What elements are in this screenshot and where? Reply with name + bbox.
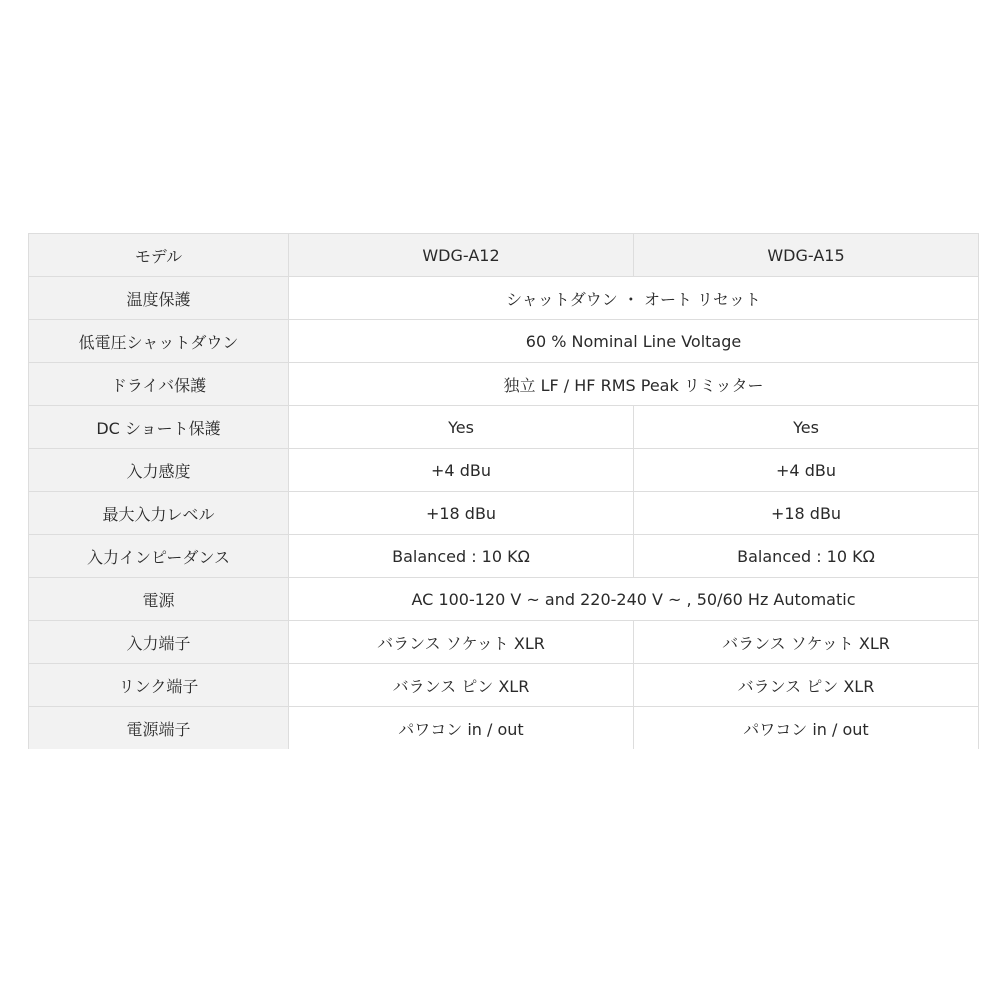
header-row bbox=[29, 234, 979, 277]
shared-value-cell: AC 100-120 V ~ and 220-240 V ~ , 50/60 Hz Automatic bbox=[289, 578, 979, 621]
a12-value-cell: Yes bbox=[289, 406, 634, 449]
row-label: 温度保護 bbox=[29, 277, 289, 320]
a12-value-cell: バランス ソケット XLR bbox=[289, 621, 634, 664]
shared-value-cell: シャットダウン ・ オート リセット bbox=[289, 277, 979, 320]
table-row bbox=[29, 363, 979, 406]
table-row bbox=[29, 621, 979, 664]
shared-value-cell: 60 % Nominal Line Voltage bbox=[289, 320, 979, 363]
row-label: 電源 bbox=[29, 578, 289, 621]
a15-value-cell: Yes bbox=[634, 406, 979, 449]
table-row bbox=[29, 320, 979, 363]
row-label: 電源端子 bbox=[29, 707, 289, 750]
table-row bbox=[29, 578, 979, 621]
a15-value-cell: パワコン in / out bbox=[634, 707, 979, 750]
a12-value-cell: Balanced : 10 KΩ bbox=[289, 535, 634, 578]
a12-value-cell: パワコン in / out bbox=[289, 707, 634, 750]
row-label: 入力インピーダンス bbox=[29, 535, 289, 578]
row-label: DC ショート保護 bbox=[29, 406, 289, 449]
model-header-a12: WDG-A12 bbox=[289, 234, 634, 277]
row-label: 入力端子 bbox=[29, 621, 289, 664]
row-label: 最大入力レベル bbox=[29, 492, 289, 535]
shared-value-cell: 独立 LF / HF RMS Peak リミッター bbox=[289, 363, 979, 406]
a15-value-cell: Balanced : 10 KΩ bbox=[634, 535, 979, 578]
table-row bbox=[29, 707, 979, 750]
table-row bbox=[29, 277, 979, 320]
a15-value-cell: +18 dBu bbox=[634, 492, 979, 535]
header-label-cell: モデル bbox=[29, 234, 289, 277]
a15-value-cell: バランス ピン XLR bbox=[634, 664, 979, 707]
a12-value-cell: +4 dBu bbox=[289, 449, 634, 492]
row-label: リンク端子 bbox=[29, 664, 289, 707]
row-label: 低電圧シャットダウン bbox=[29, 320, 289, 363]
a12-value-cell: +18 dBu bbox=[289, 492, 634, 535]
spec-table bbox=[28, 233, 979, 749]
row-label: 入力感度 bbox=[29, 449, 289, 492]
table-row bbox=[29, 449, 979, 492]
table-row bbox=[29, 492, 979, 535]
table-row bbox=[29, 664, 979, 707]
model-header-a15: WDG-A15 bbox=[634, 234, 979, 277]
a15-value-cell: バランス ソケット XLR bbox=[634, 621, 979, 664]
a12-value-cell: バランス ピン XLR bbox=[289, 664, 634, 707]
a15-value-cell: +4 dBu bbox=[634, 449, 979, 492]
table-row bbox=[29, 535, 979, 578]
table-row bbox=[29, 406, 979, 449]
row-label: ドライバ保護 bbox=[29, 363, 289, 406]
